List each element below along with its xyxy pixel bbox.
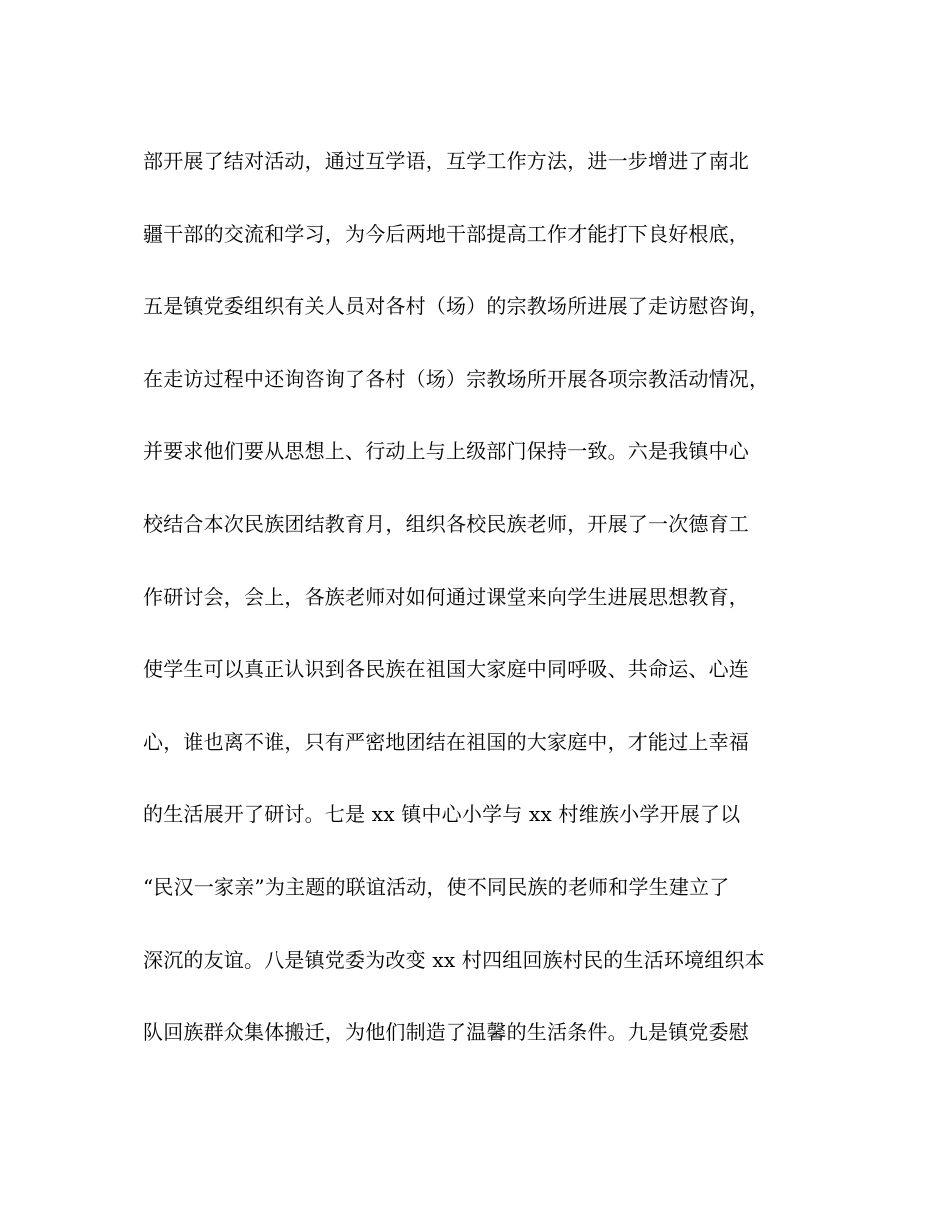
text-line: 疆干部的交流和学习，为今后两地干部提高工作才能打下良好根底， [143,221,749,246]
text-line: 深沉的友谊。八是镇党委为改变 xx 村四组回族村民的生活环境组织本 [143,947,765,972]
text-line: 部开展了结对活动，通过互学语，互学工作方法，进一步增进了南北 [143,149,749,173]
text-line: 在走访过程中还询咨询了各村（场）宗教场所开展各项宗教活动情况， [143,366,770,391]
text-line: 校结合本次民族团结教育月，组织各校民族老师，开展了一次德育工 [143,511,749,536]
body-text [143,141,823,1085]
text-line: “民汉一家亲”为主题的联谊活动，使不同民族的老师和学生建立了 [143,874,730,899]
text-line: 并要求他们要从思想上、行动上与上级部门保持一致。六是我镇中心 [143,439,749,464]
text-line: 队回族群众集体搬迁，为他们制造了温馨的生活条件。九是镇党委慰 [143,1020,749,1045]
text-line: 作研讨会，会上，各族老师对如何通过课堂来向学生进展思想教育， [143,584,749,609]
text-line: 使学生可以真正认识到各民族在祖国大家庭中同呼吸、共命运、心连 [143,657,749,682]
text-line: 五是镇党委组织有关人员对各村（场）的宗教场所进展了走访慰咨询， [143,294,770,319]
text-line: 的生活展开了研讨。七是 xx 镇中心小学与 xx 村维族小学开展了以 [143,802,741,827]
text-line: 心，谁也离不谁，只有严密地团结在祖国的大家庭中，才能过上幸福 [143,729,749,754]
